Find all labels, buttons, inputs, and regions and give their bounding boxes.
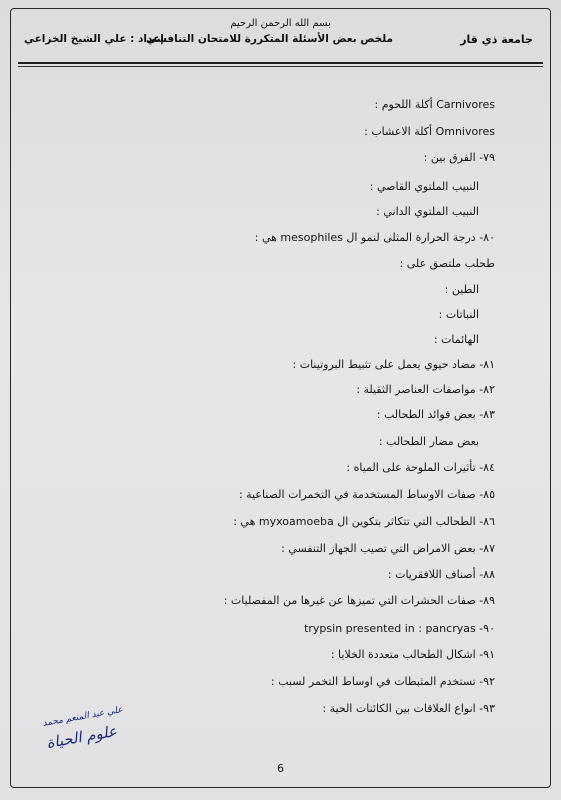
header-divider-thin: [18, 66, 543, 67]
question-line: ٨٨- أصناف اللافقريات :: [387, 568, 495, 581]
question-line: ٨٢- مواصفات العناصر الثقيلة :: [356, 383, 495, 396]
question-line: ٨٩- صفات الحشرات التي تميزها عن غيرها من المفصليات :: [223, 594, 495, 607]
question-line: Omnivores أكلة الاعشاب :: [364, 125, 495, 138]
author-credit: إعداد : علي الشيخ الخزاعي: [24, 33, 164, 45]
question-line: ٨٧- بعض الامراض التي تصيب الجهاز التنفسي :: [281, 542, 495, 555]
question-line: الهائمات :: [433, 333, 479, 346]
question-line: Carnivores أكلة اللحوم :: [374, 98, 495, 111]
header-divider: [18, 62, 543, 64]
question-line: الطين :: [444, 283, 479, 296]
question-line: ٩١- اشكال الطحالب متعددة الخلايا :: [330, 648, 495, 661]
header-row: [20, 33, 541, 51]
document-title: ملخص بعض الأسئلة المتكررة للامتحان التنافسي: [146, 33, 393, 45]
basmala: بسم الله الرحمن الرحيم: [230, 18, 331, 29]
question-line: ٧٩- الفرق بين :: [423, 151, 495, 164]
question-line: ٩٢- تستخدم المثبطات في اوساط التخمر لسبب :: [270, 675, 495, 688]
question-line: ٩٠- trypsin presented in : pancryas: [304, 622, 495, 635]
question-line: طحلب ملتصق على :: [399, 257, 495, 270]
question-line: بعض مضار الطحالب :: [378, 435, 479, 448]
question-line: ٨١- مضاد حيوي يعمل على تثبيط البروتينات :: [292, 358, 495, 371]
question-line: ٨٤- تأثيرات الملوحة على المياه :: [346, 461, 495, 474]
signature-title: علوم الحياة: [44, 721, 119, 753]
question-line: ٨٠- درجة الحرارة المثلى لنمو ال mesophiles هي :: [254, 231, 495, 244]
question-line: ٩٣- انواع العلاقات بين الكائنات الحية :: [322, 702, 495, 715]
question-line: النبيب الملتوي القاصي :: [369, 180, 479, 193]
page-number: 6: [277, 762, 284, 775]
question-line: النبيب الملتوي الداني :: [376, 205, 479, 218]
question-line: النباتات :: [438, 308, 479, 321]
handwritten-signature: [34, 705, 154, 762]
question-line: ٨٥- صفات الاوساط المستخدمة في التخمرات الصناعية :: [238, 488, 495, 501]
signature-name: علي عبد المنعم محمد: [41, 705, 124, 729]
question-line: ٨٣- بعض فوائد الطحالب :: [376, 408, 495, 421]
university-name: جامعة ذي قار: [460, 33, 533, 46]
question-line: ٨٦- الطحالب التي تتكاثر بتكوين ال myxoamoeba هي :: [233, 515, 495, 528]
